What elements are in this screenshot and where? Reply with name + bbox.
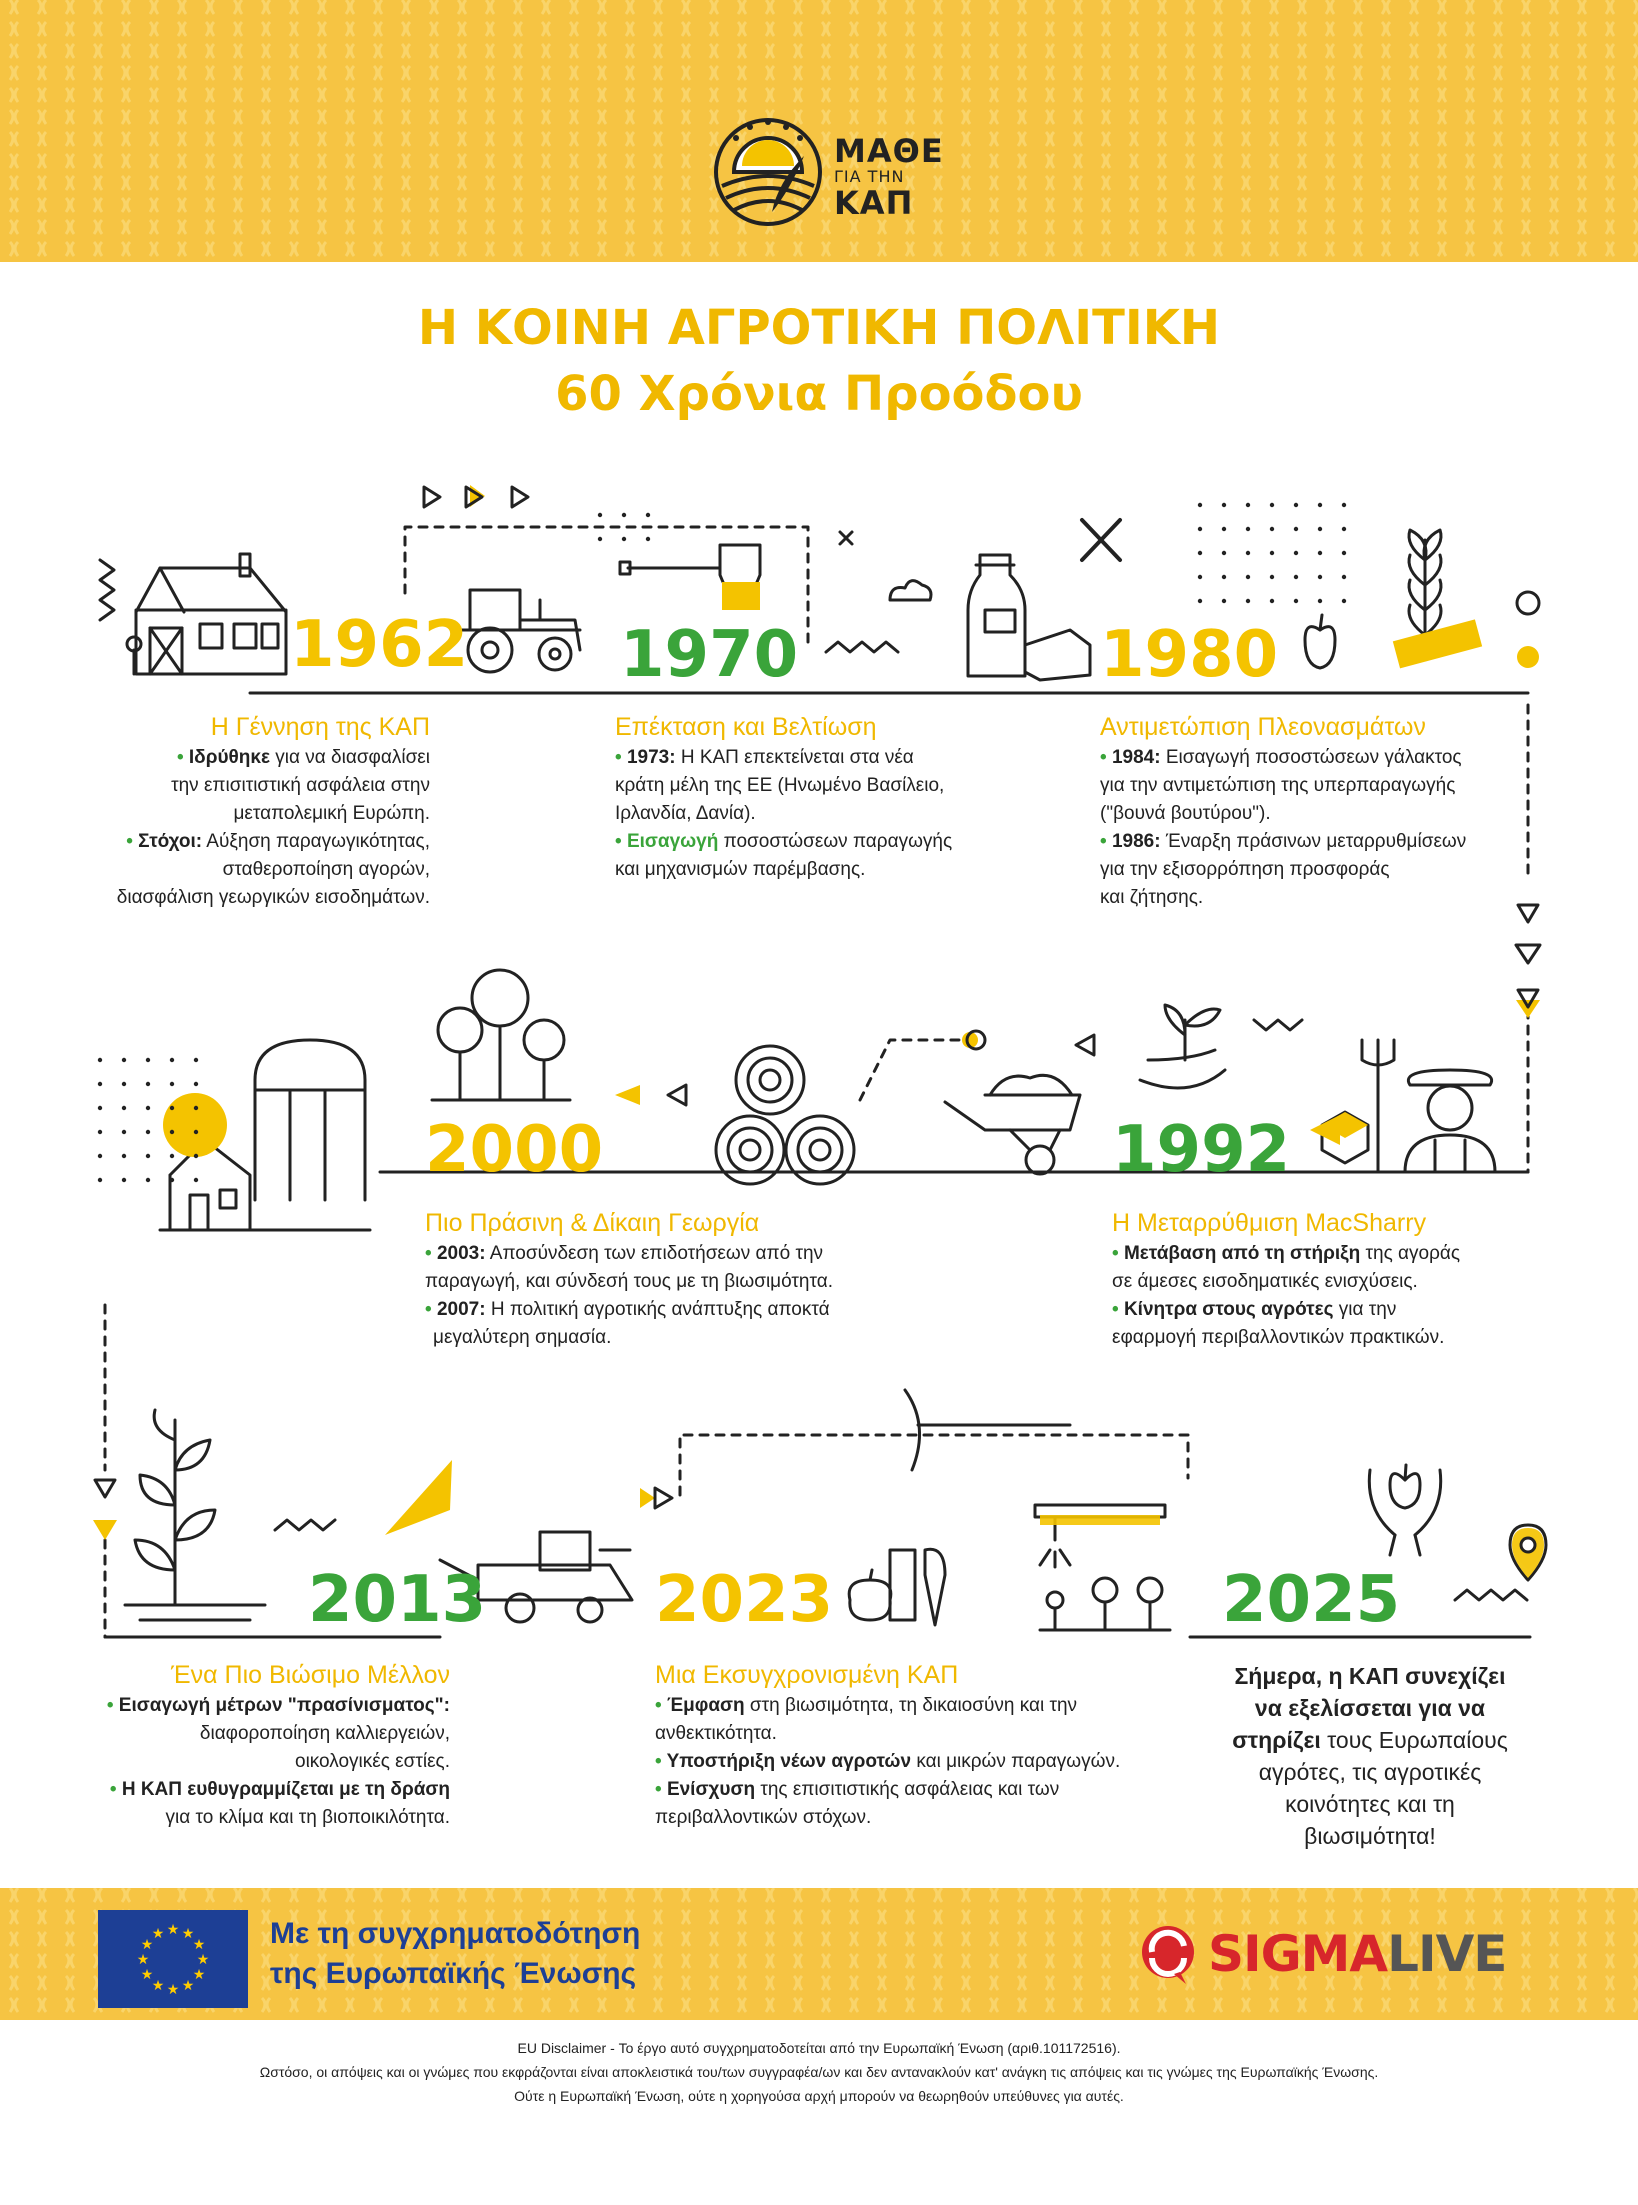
text-2023-b2-strong: Υποστήριξη νέων αγροτών (666, 1751, 912, 1772)
svg-text:★: ★ (192, 1937, 206, 1953)
logo-line-1: ΜΑΘΕ (834, 132, 944, 170)
text-2023-b3-strong: Ενίσχυση (666, 1779, 756, 1800)
text-2023: • Έμφαση στη βιωσιμότητα, τη δικαιοσύνη και την ανθεκτικότητα. • Υποστήριξη νέων αγροτών και μικρών παραγωγών. • Ενίσχυση της επισιτιστικής ασφάλειας και των περιβαλλοντικών στόχων. (655, 1692, 1175, 1832)
page-subtitle: 60 Χρόνια Προόδου (555, 366, 1083, 422)
text-1962-b1-strong: Ιδρύθηκε (188, 747, 271, 768)
text-2023-b1-strong: Έμφαση (666, 1695, 745, 1716)
text-1992-b1-strong: Μετάβαση από τη στήριξη (1123, 1243, 1361, 1264)
sigmalive-word-b: LIVE (1387, 1925, 1507, 1983)
text-2025-l2: να εξελίσσεται για να (1254, 1695, 1486, 1721)
text-1962-b2-strong: Στόχοι: (138, 831, 203, 852)
text-2025-l4: αγρότες, τις αγροτικές (1258, 1759, 1482, 1785)
text-2013-b2-r2: για το κλίμα και τη βιοποικιλότητα. (165, 1807, 450, 1828)
text-1980-b2-r2: για την εξισορρόπηση προσφοράς (1100, 859, 1390, 880)
text-1962: • Ιδρύθηκε για να διασφαλίσει την επισιτιστική ασφάλεια στην μεταπολεμική Ευρώπη. • Στόχοι: Αύξηση παραγωγικότητας, σταθεροποίηση αγορών, διασφάλιση γεωργικών εισοδημάτων. (60, 744, 430, 912)
svg-text:★: ★ (166, 1982, 180, 1998)
disclaimer-line-3: Ούτε η Ευρωπαϊκή Ένωση, ούτε η χορηγούσα αρχή μπορούν να θεωρηθούν υπεύθυνες για αυτές. (514, 2088, 1124, 2104)
text-1980-b1-r1: Εισαγωγή ποσοστώσεων γάλακτος (1160, 747, 1462, 768)
text-1970-b1-r3: Ιρλανδία, Δανία). (615, 803, 756, 824)
year-1992: 1992 (1112, 1113, 1291, 1187)
year-2025: 2025 (1222, 1563, 1401, 1637)
text-1992: • Μετάβαση από τη στήριξη της αγοράς σε άμεσες εισοδηματικές ενισχύσεις. • Κίνητρα στους αγρότες για την εφαρμογή περιβαλλοντικών πρακτικών. (1112, 1240, 1552, 1352)
text-1962-b1-r2: την επισιτιστική ασφάλεια στην (171, 775, 430, 796)
vegetables-icon (849, 1549, 945, 1625)
text-2023-b1-r2: ανθεκτικότητα. (655, 1723, 777, 1744)
text-2025-l5: κοινότητες και τη (1285, 1791, 1455, 1817)
text-1970-b2-strong: Εισαγωγή (626, 831, 719, 852)
text-2000-b2-r1: Η πολιτική αγροτικής ανάπτυξης αποκτά (485, 1299, 830, 1320)
text-2000-b1-r1: Αποσύνδεση των επιδοτήσεων από την (485, 1243, 824, 1264)
text-2000: • 2003: Αποσύνδεση των επιδοτήσεων από την παραγωγή, και σύνδεσή τους με τη βιωσιμότητα. • 2007: Η πολιτική αγροτικής ανάπτυξης αποκτά μεγαλύτερη σημασία. (425, 1240, 925, 1352)
svg-text:★: ★ (136, 1952, 150, 1968)
year-1962: 1962 (290, 608, 469, 682)
text-2000-b1-r2: παραγωγή, και σύνδεσή τους με τη βιωσιμότητα. (425, 1271, 833, 1292)
year-2013: 2013 (308, 1563, 487, 1637)
heading-1992: Η Μεταρρύθμιση MacSharry (1112, 1209, 1427, 1237)
hay-bales-icon (716, 1046, 854, 1184)
text-2013-b1-strong: Εισαγωγή μέτρων "πρασίνισματος": (118, 1695, 450, 1716)
wheelbarrow-icon (945, 1075, 1080, 1174)
sigmalive-logo (1138, 1922, 1538, 1982)
text-1970-b2-r1: ποσοστώσεων παραγωγής (718, 831, 953, 852)
sigmalive-word-a: SIGMA (1208, 1925, 1388, 1983)
text-1980-b2-r3: και ζήτησης. (1100, 887, 1204, 908)
year-2023: 2023 (655, 1563, 834, 1637)
text-2000-b1-strong: 2003: (436, 1243, 486, 1264)
eu-funding-text (270, 1914, 640, 1994)
text-2025 (1200, 1660, 1540, 1852)
heading-1962: Η Γέννηση της ΚΑΠ (210, 713, 430, 741)
year-1980: 1980 (1100, 618, 1279, 692)
text-1980-b1-r2: για την αντιμετώπιση της υπερπαραγωγής (1100, 775, 1456, 796)
text-1980-b1-strong: 1984: (1111, 747, 1161, 768)
svg-text:★: ★ (181, 1926, 195, 1943)
text-1992-b2-strong: Κίνητρα στους αγρότες (1123, 1299, 1334, 1320)
svg-text:★: ★ (140, 1937, 154, 1953)
hands-apple-icon (1369, 1465, 1440, 1555)
year-1970: 1970 (620, 618, 799, 692)
text-1970: • 1973: Η ΚΑΠ επεκτείνεται στα νέα κράτη μέλη της ΕΕ (Ηνωμένο Βασίλειο, Ιρλανδία, Δανία). • Εισαγωγή ποσοστώσεων παραγωγής και μηχανισμών παρέμβασης. (615, 744, 1035, 884)
tractor-icon (462, 590, 580, 672)
hand-plant-icon (1140, 1005, 1225, 1088)
text-2000-b2-strong: 2007: (436, 1299, 486, 1320)
text-1980: • 1984: Εισαγωγή ποσοστώσεων γάλακτος για την αντιμετώπιση της υπερπαραγωγής ("βουνά βουτύρου"). • 1986: Έναρξη πράσινων μεταρρυθμίσεων για την εξισορρόπηση προσφοράς και ζήτησης. (1100, 744, 1540, 912)
disclaimer-line-2: Ωστόσο, οι απόψεις και οι γνώμες που εκφράζονται είναι αποκλειστικά του/των συγγραφέα/ων και δεν αντανακλούν κατ' ανάγκη τις απόψεις και τις γνώμες της Ευρωπαϊκής Ένωσης. (259, 2064, 1379, 2080)
text-2023-b3-r2: περιβαλλοντικών στόχων. (655, 1807, 872, 1828)
text-1962-b2-r1: Αύξηση παραγωγικότητας, (202, 831, 430, 852)
text-1980-b2-strong: 1986: (1111, 831, 1161, 852)
text-2025-l3-strong: στηρίζει (1232, 1727, 1321, 1753)
text-1962-b2-r2: σταθεροποίηση αγορών, (222, 859, 430, 880)
text-1962-b1-r3: μεταπολεμική Ευρώπη. (233, 803, 430, 824)
text-1970-b1-r1: Η ΚΑΠ επεκτείνεται στα νέα (675, 747, 914, 768)
page-title: Η ΚΟΙΝΗ ΑΓΡΟΤΙΚΗ ΠΟΛΙΤΙΚΗ (417, 300, 1221, 356)
house-icon (100, 554, 286, 674)
apple-icon (1305, 615, 1335, 668)
text-1970-b2-r2: και μηχανισμών παρέμβασης. (615, 859, 866, 880)
farmer-icon (1362, 1040, 1495, 1172)
text-2013-b1-r3: οικολογικές εστίες. (295, 1751, 450, 1772)
sigmalive-emblem-icon (1138, 1922, 1202, 1986)
heading-2000: Πιο Πράσινη & Δίκαιη Γεωργία (425, 1209, 760, 1237)
trees-icon (432, 970, 570, 1100)
year-2000: 2000 (425, 1113, 604, 1187)
text-1992-b2-r1: για την (1333, 1299, 1397, 1320)
text-2000-b2-r2: μεγαλύτερη σημασία. (433, 1327, 612, 1348)
text-2025-l6: βιωσιμότητα! (1304, 1823, 1436, 1849)
svg-text:★: ★ (196, 1952, 210, 1968)
text-1992-b1-r2: σε άμεσες εισοδηματικές ενισχύσεις. (1112, 1271, 1418, 1292)
text-2013-b2-strong: Η ΚΑΠ ευθυγραμμίζεται με τη δράση (121, 1779, 450, 1800)
heading-2023: Μια Εκσυγχρονισμένη ΚΑΠ (655, 1661, 959, 1689)
logo-line-3: ΚΑΠ (834, 184, 914, 222)
svg-text:★: ★ (151, 1977, 165, 1994)
text-1962-b2-r3: διασφάλιση γεωργικών εισοδημάτων. (116, 887, 430, 908)
pickaxe-icon (905, 1390, 1070, 1470)
text-1980-b2-r1: Έναρξη πράσινων μεταρρυθμίσεων (1160, 831, 1467, 852)
milk-butter-icon (968, 555, 1090, 680)
text-1992-b1-r1: της αγοράς (1360, 1243, 1461, 1264)
svg-text:★: ★ (166, 1922, 180, 1938)
text-2025-l3-rest: τους Ευρωπαίους (1320, 1727, 1508, 1753)
heading-2013: Ένα Πιο Βιώσιμο Μέλλον (171, 1661, 450, 1689)
svg-text:★: ★ (192, 1967, 206, 1983)
text-1962-b1-r1: για να διασφαλίσει (270, 747, 430, 768)
svg-text:★: ★ (140, 1967, 154, 1983)
text-2013: • Εισαγωγή μέτρων "πρασίνισματος": διαφοροποίηση καλλιεργειών, οικολογικές εστίες. • Η ΚΑΠ ευθυγραμμίζεται με τη δράση για το κλίμα και τη βιοποικιλότητα. (40, 1692, 450, 1832)
heading-1980: Αντιμετώπιση Πλεονασμάτων (1100, 713, 1426, 741)
text-2013-b1-r2: διαφοροποίηση καλλιεργειών, (199, 1723, 450, 1744)
text-2023-b2-r1: και μικρών παραγωγών. (911, 1751, 1121, 1772)
disclaimer-line-1: EU Disclaimer - Το έργο αυτό συγχρηματοδοτείται από την Ευρωπαϊκή Ένωση (αριθ.101172516). (517, 2040, 1121, 2056)
heading-1970: Επέκταση και Βελτίωση (615, 713, 877, 741)
text-1992-b2-r2: εφαρμογή περιβαλλοντικών πρακτικών. (1112, 1327, 1445, 1348)
logo-line-2: ΓΙΑ ΤΗΝ (834, 167, 905, 186)
svg-text:★: ★ (151, 1926, 165, 1943)
eu-flag-icon (98, 1910, 248, 2008)
text-1970-b1-r2: κράτη μέλη της ΕΕ (Ηνωμένο Βασίλειο, (615, 775, 945, 796)
text-2023-b1-r1: στη βιωσιμότητα, τη δικαιοσύνη και την (744, 1695, 1078, 1716)
eu-disclaimer (0, 2036, 1638, 2108)
text-1980-b1-r3: ("βουνά βουτύρου"). (1100, 803, 1271, 824)
growing-plant-icon (125, 1410, 265, 1620)
eu-line-2: της Ευρωπαϊκής Ένωσης (270, 1957, 637, 1990)
svg-text:★: ★ (181, 1977, 195, 1994)
eu-line-1: Με τη συγχρηματοδότηση (270, 1917, 641, 1950)
text-1970-b1-strong: 1973: (626, 747, 676, 768)
text-2025-l1: Σήμερα, η ΚΑΠ συνεχίζει (1234, 1663, 1506, 1689)
text-2023-b3-r1: της επισιτιστικής ασφάλειας και των (755, 1779, 1060, 1800)
